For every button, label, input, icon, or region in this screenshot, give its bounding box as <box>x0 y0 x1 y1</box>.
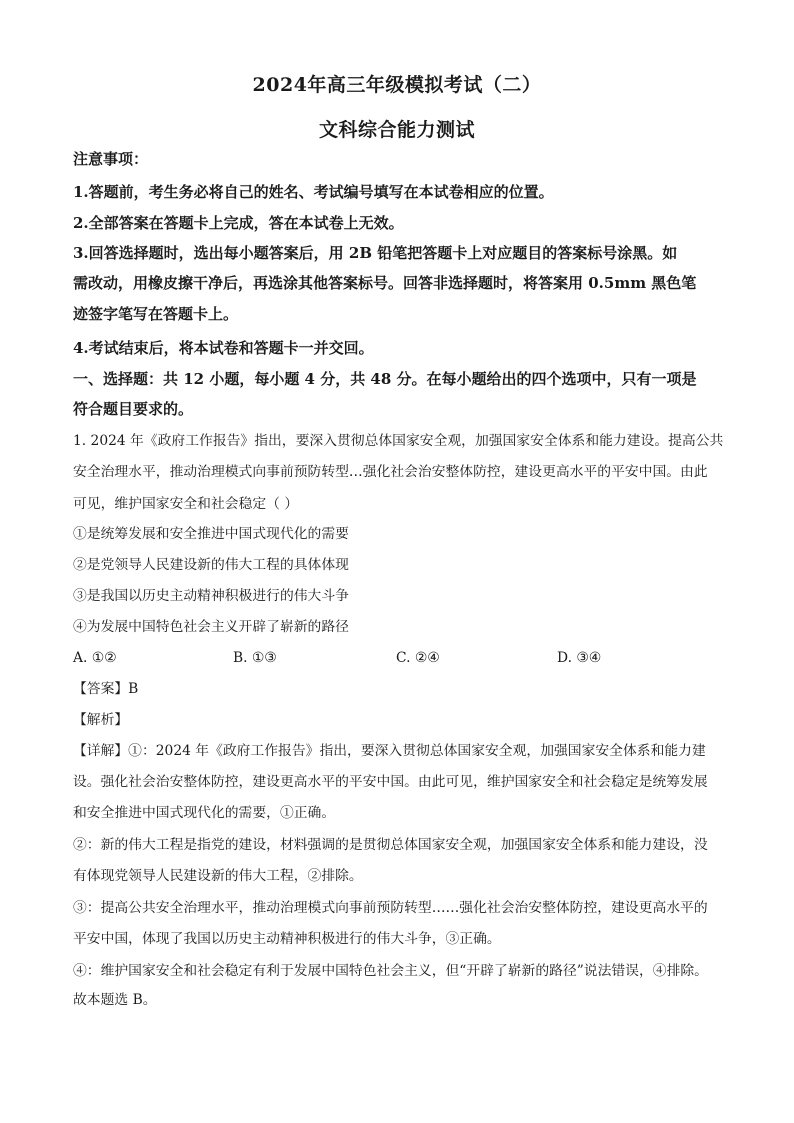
section-heading-line-1: 一、选择题：共 12 小题，每小题 4 分，共 48 分。在每小题给出的四个选项中，只有一项是 <box>73 370 697 388</box>
question-stem-line-1: 1. 2024 年《政府工作报告》指出，要深入贯彻总体国家安全观，加强国家安全体系和能力建设。提高公共 <box>73 433 723 449</box>
question-stem-line-2: 安全治理水平，推动治理模式向事前预防转型…强化社会治安整体防控，建设更高水平的平安中国。由此 <box>73 464 708 480</box>
detail-line-9: 故本题选 B。 <box>73 992 157 1008</box>
notice-item-3-line-1: 3.回答选择题时，选出每小题答案后，用 2B 铅笔把答题卡上对应题目的答案标号涂黑。如 <box>73 244 678 262</box>
notice-item-4: 4.考试结束后，将本试卷和答题卡一并交回。 <box>73 339 374 357</box>
question-stem-line-3: 可见，维护国家安全和社会稳定（ ） <box>73 496 299 512</box>
notice-heading: 注意事项： <box>73 150 149 168</box>
detail-line-2: 设。强化社会治安整体防控，建设更高水平的平安中国。由此可见，维护国家安全和社会稳定是统筹发展 <box>73 774 708 790</box>
analysis-label: 【解析】 <box>73 712 129 728</box>
statement-3: ③是我国以历史主动精神积极进行的伟大斗争 <box>73 588 349 604</box>
exam-title: 2024年高三年级模拟考试（二） <box>252 74 542 96</box>
statement-4: ④为发展中国特色社会主义开辟了崭新的路径 <box>73 619 349 635</box>
statement-2: ②是党领导人民建设新的伟大工程的具体体现 <box>73 557 349 573</box>
detail-line-4: ②：新的伟大工程是指党的建设，材料强调的是贯彻总体国家安全观，加强国家安全体系和能力建设，没 <box>73 837 708 853</box>
option-a: A. ①② <box>73 650 117 666</box>
notice-item-1: 1.答题前，考生务必将自己的姓名、考试编号填写在本试卷相应的位置。 <box>73 183 554 201</box>
detail-line-3: 和安全推进中国式现代化的需要，①正确。 <box>73 805 336 821</box>
detail-line-8: ④：维护国家安全和社会稳定有利于发展中国特色社会主义，但“开辟了崭新的路径”说法错误，④排除。 <box>73 963 708 979</box>
notice-item-3-line-3: 迹签字笔写在答题卡上。 <box>73 305 239 323</box>
notice-item-3-line-2: 需改动，用橡皮擦干净后，再选涂其他答案标号。回答非选择题时，将答案用 0.5mm 黑色笔 <box>73 274 697 292</box>
answer-line: 【答案】B <box>73 681 139 697</box>
exam-subtitle: 文科综合能力测试 <box>318 119 475 141</box>
option-b: B. ①③ <box>233 650 277 666</box>
detail-line-7: 平安中国，体现了我国以历史主动精神积极进行的伟大斗争，③正确。 <box>73 931 501 947</box>
option-d: D. ③④ <box>557 650 602 666</box>
detail-line-6: ③：提高公共安全治理水平，推动治理模式向事前预防转型……强化社会治安整体防控，建设更高水平的 <box>73 900 708 916</box>
section-heading-line-2: 符合题目要求的。 <box>73 400 194 418</box>
detail-line-1: 【详解】①：2024 年《政府工作报告》指出，要深入贯彻总体国家安全观，加强国家安全体系和能力建 <box>73 743 706 759</box>
notice-item-2: 2.全部答案在答题卡上完成，答在本试卷上无效。 <box>73 214 404 232</box>
detail-line-5: 有体现党领导人民建设新的伟大工程，②排除。 <box>73 868 363 884</box>
option-c: C. ②④ <box>396 650 440 666</box>
statement-1: ①是统筹发展和安全推进中国式现代化的需要 <box>73 526 349 542</box>
